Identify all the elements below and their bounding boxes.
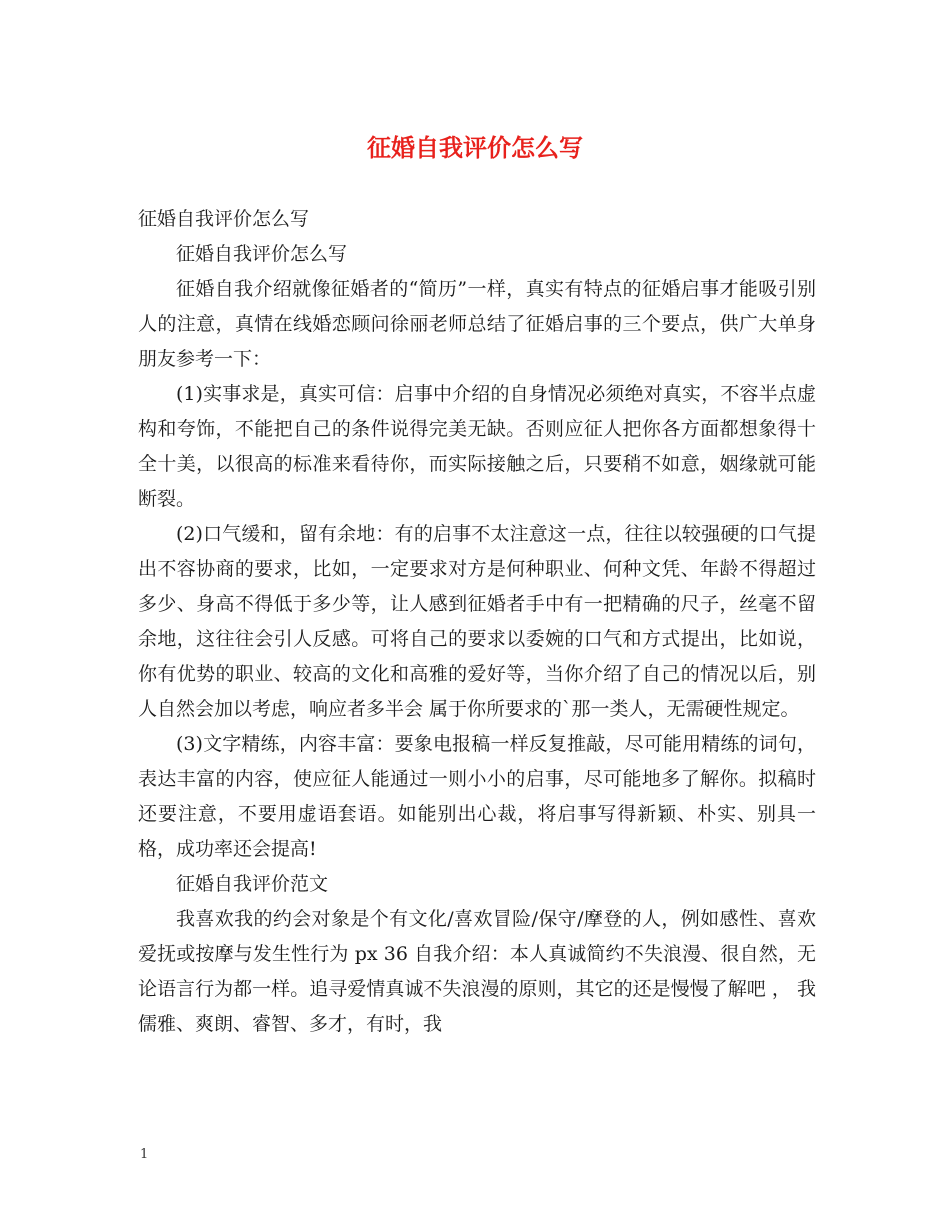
paragraph: 征婚自我评价怎么写 bbox=[176, 243, 348, 265]
paragraph: 征婚自我评价范文 bbox=[176, 873, 329, 895]
document-title: 征婚自我评价怎么写 bbox=[367, 134, 583, 162]
document-body bbox=[138, 202, 816, 1042]
paragraph: (3)文字精练，内容丰富：要象电报稿一样反复推敲，尽可能用精练的词句，表达丰富的内容，使应征人能通过一则小小的启事，尽可能地多了解你。拟稿时还要注意，不要用虚语套语。如能别出心裁，将启事写得新颖、朴实、别具一格，成功率还会提高! bbox=[138, 733, 816, 860]
page-number: 1 bbox=[140, 1147, 149, 1162]
paragraph: 我喜欢我的约会对象是个有文化/喜欢冒险/保守/摩登的人，例如感性、喜欢爱抚或按摩与发生性行为 px 36 自我介绍：本人真诚简约不失浪漫、很自然，无论语言行为都一样。追寻爱情真诚不失浪漫的原则，其它的还是慢慢了解吧 ， 我儒雅、爽朗、睿智、多才，有时，我 bbox=[138, 908, 816, 1035]
paragraph: (2)口气缓和，留有余地：有的启事不太注意这一点，往往以较强硬的口气提出不容协商的要求，比如，一定要求对方是何种职业、何种文凭、年龄不得超过多少、身高不得低于多少等，让人感到征婚者手中有一把精确的尺子，丝毫不留余地，这往往会引人反感。可将自己的要求以委婉的口气和方式提出，比如说，你有优势的职业、较高的文化和高雅的爱好等，当你介绍了自己的情况以后，别人自然会加以考虑，响应者多半会 属于你所要求的`那一类人，无需硬性规定。 bbox=[138, 523, 816, 720]
paragraph: (1)实事求是，真实可信：启事中介绍的自身情况必须绝对真实，不容半点虚构和夸饰，不能把自己的条件说得完美无缺。否则应征人把你各方面都想象得十全十美，以很高的标准来看待你，而实际接触之后，只要稍不如意，姻缘就可能断裂。 bbox=[138, 383, 816, 510]
paragraph: 征婚自我评价怎么写 bbox=[138, 208, 310, 230]
paragraph: 征婚自我介绍就像征婚者的“简历”一样，真实有特点的征婚启事才能吸引别人的注意，真情在线婚恋顾问徐丽老师总结了征婚启事的三个要点，供广大单身朋友参考一下： bbox=[138, 278, 816, 370]
